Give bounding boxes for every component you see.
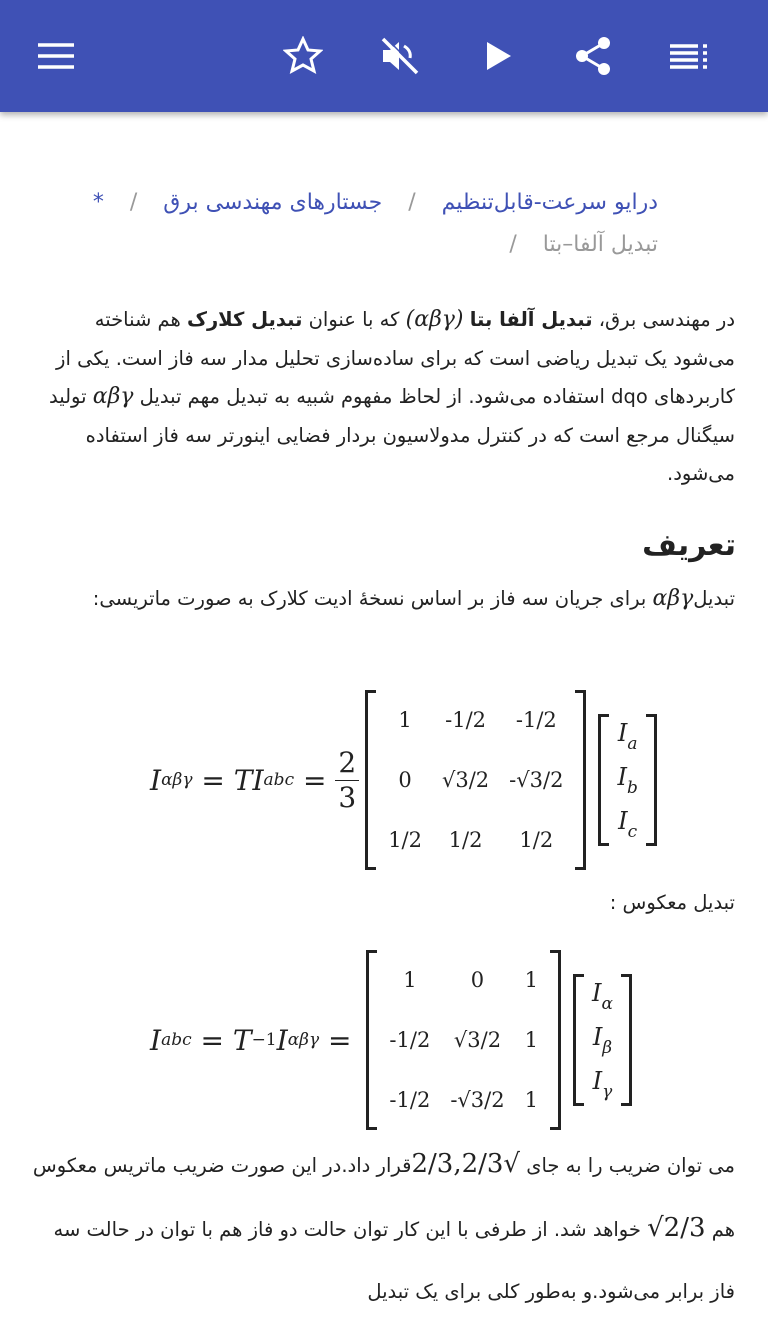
breadcrumb-link[interactable]: درایو سرعت-قابل‌تنظیم [441,190,658,215]
app-bar [0,0,768,112]
matrix-cell: 1 [403,968,417,992]
vector-subscript: α [601,993,613,1014]
inverse-label: تبدیل معکوس : [609,891,735,914]
breadcrumb-separator: / [509,232,517,257]
vector-subscript: a [627,733,638,754]
math-subscript: αβγ [287,1030,320,1050]
vector-subscript: β [602,1037,613,1058]
bold-term: تبدیل کلارک [186,308,303,331]
matrix-cell: 1/2 [388,828,422,852]
vector-symbol: I [591,978,602,1007]
vector-symbol: I [592,1022,603,1051]
breadcrumb-link[interactable]: جستارهای مهندسی برق [163,190,383,215]
math-symbol: I [150,1023,162,1057]
matrix-cell: 0 [470,968,485,992]
vector-entry [586,1018,619,1062]
text: تبدیل [693,587,735,610]
math-symbol: I [276,1023,288,1057]
matrix-cell: 1/2 [448,828,483,852]
matrix-cell: √3/2 [453,1028,502,1052]
breadcrumb-separator: / [129,190,138,215]
matrix-cell: 1 [524,968,538,992]
menu-icon[interactable] [36,36,76,76]
vector-entry [586,1062,619,1106]
matrix-cell: -√3/2 [509,768,564,792]
matrix-cell: √3/2 [441,768,490,792]
matrix-cell: 1 [524,1028,538,1052]
vector-subscript: γ [602,1081,613,1102]
inverse-matrix [366,950,561,1130]
math-inline: (αβγ) [405,307,464,332]
math-subscript: abc [161,1030,192,1050]
math-symbol: TI [233,763,264,797]
text: برای جریان سه فاز بر اساس نسخهٔ ادیت کلارک به صورت ماتریسی: [92,587,653,610]
share-icon[interactable] [573,36,613,76]
matrix-cell: -1/2 [389,1028,431,1052]
math-symbol: T [232,1023,252,1057]
vector-symbol: I [592,1066,603,1095]
breadcrumb-current: تبدیل آلفا–بتا [542,232,658,257]
transform-matrix [365,690,586,870]
text: در مهندسی برق، [592,308,735,331]
vector-entry [586,974,619,1018]
math-inline: αβγ [92,384,134,409]
vector-entry [611,714,643,758]
current-vector [598,714,656,846]
bold-term: تبدیل آلفا بتا [469,308,593,331]
current-vector [573,974,632,1106]
breadcrumb [58,182,658,266]
coefficient-denominator: 3 [338,780,357,814]
definition-paragraph [30,580,735,619]
vector-entry [611,802,643,846]
breadcrumb-separator: / [408,190,416,215]
matrix-cell: -√3/2 [450,1088,505,1112]
vector-symbol: I [618,806,628,835]
vector-subscript: b [626,777,638,798]
matrix-cell: -1/2 [445,708,487,732]
vector-subscript: c [627,821,638,842]
toc-icon[interactable] [669,36,709,76]
section-heading: تعریف [642,528,736,563]
math-superscript: −1 [251,1030,277,1050]
text: هم شناخته می‌شود یک تبدیل ریاضی است که برای ساده‌سازی تحلیل مدار سه فاز است. یکی از کاربردهای dqo استفاده می‌شود. از لحاظ مفهوم شبیه به تبدیل مهم تبدیل [56,308,735,408]
math-subscript: abc [263,770,295,790]
clarke-equation: I αβγ = TI abc = $\frac{2}{3}$ 1 -1/2 -1/2 0 √3/2 -√3/2 1/2 1/2 1/2 $I_a$ $I_b$ $I_c$ [150,690,663,870]
math-inline: √2/3 [647,1213,706,1243]
breadcrumb-link[interactable]: * [92,190,104,215]
mute-icon[interactable] [380,36,420,76]
matrix-cell: -1/2 [515,708,557,732]
matrix-cell: 1 [398,708,412,732]
matrix-cell: 0 [398,768,412,792]
matrix-cell: 1 [524,1088,538,1112]
matrix-cell: 1/2 [519,828,554,852]
vector-entry [611,758,643,802]
inverse-equation: I abc = T −1 I αβγ = 1 0 1 -1/2 √3/2 1 -1/2 -√3/2 1 $I_\alpha$ $I_\beta$ $I_\gamma$ [150,950,638,1130]
vector-symbol: I [617,762,627,791]
intro-paragraph [30,301,735,494]
math-inline: αβγ [652,586,694,611]
text: خواهد شد. از طرفی با این کار توان حالت دو فاز هم با توان در حالت سه فاز برابر می‌شود.و به‌طور کلی برای یک تبدیل [53,1218,735,1303]
math-symbol: I [150,763,162,797]
text: قرار داد.در این صورت ضریب ماتریس معکوس هم [32,1154,735,1241]
vector-symbol: I [617,718,628,747]
outro-paragraph [30,1133,735,1323]
coefficient [335,746,359,815]
math-subscript: αβγ [161,770,193,790]
text: تولید سیگنال مرجع است که در کنترل مدولاسیون بردار فضایی اینورتر سه فاز استفاده می‌شود. [48,385,735,485]
matrix-cell: -1/2 [389,1088,431,1112]
math-inline: 2/3,2/3√ [411,1149,520,1179]
play-icon[interactable] [478,36,518,76]
text: می توان ضریب را به جای [520,1154,735,1177]
star-icon[interactable] [283,36,323,76]
coefficient-numerator: 2 [335,746,359,781]
text: که با عنوان [302,308,406,331]
